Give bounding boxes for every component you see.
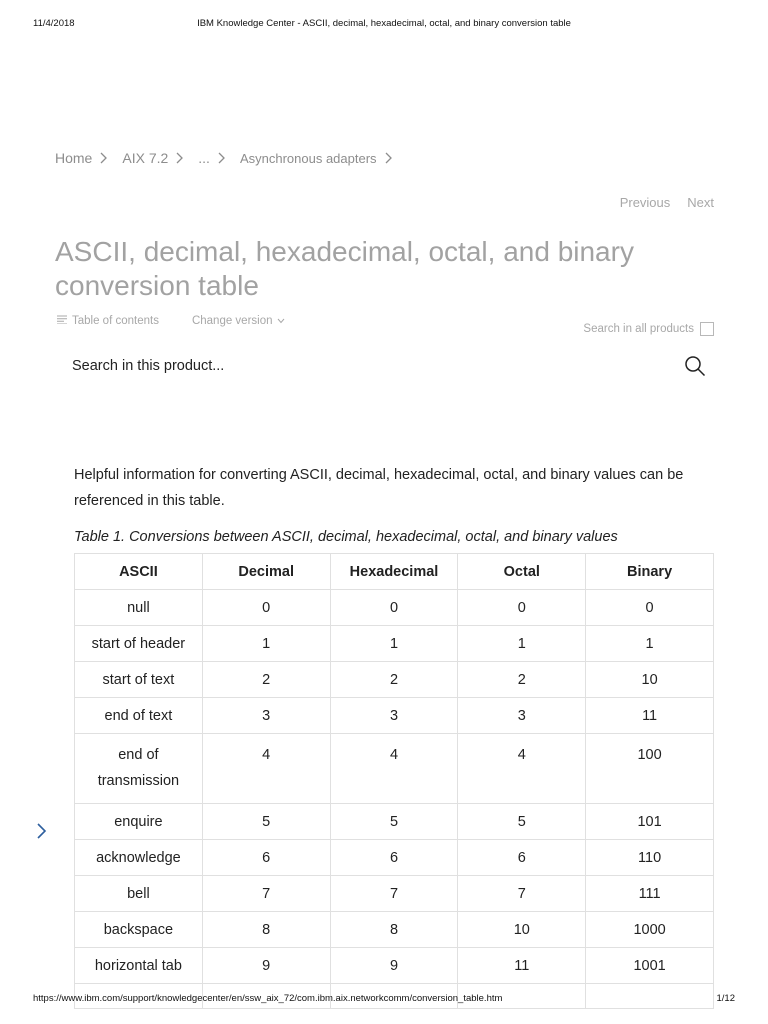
table-cell: 10: [586, 662, 714, 698]
print-footer: [33, 993, 735, 1007]
table-row: [75, 840, 714, 876]
search-bar: [55, 347, 714, 385]
table-row: [75, 912, 714, 948]
table-row: [75, 948, 714, 984]
table-cell: enquire: [75, 804, 203, 840]
table-row: [75, 804, 714, 840]
table-cell: 11: [458, 948, 586, 984]
table-cell: 2: [202, 662, 330, 698]
table-cell: 6: [330, 840, 458, 876]
table-cell: 6: [458, 840, 586, 876]
table-cell: horizontal tab: [75, 948, 203, 984]
table-cell: 9: [330, 948, 458, 984]
list-icon: [57, 315, 67, 327]
table-cell: 1: [586, 626, 714, 662]
table-cell: 7: [202, 876, 330, 912]
chevron-right-icon: [100, 152, 108, 164]
chevron-right-icon[interactable]: [36, 822, 48, 840]
table-cell: 9: [202, 948, 330, 984]
breadcrumb-home[interactable]: Home: [55, 150, 93, 166]
table-cell: 3: [330, 698, 458, 734]
print-page-count: 1/12: [716, 993, 735, 1004]
table-cell: 2: [330, 662, 458, 698]
chevron-right-icon: [385, 152, 393, 164]
column-header: Hexadecimal: [330, 554, 458, 590]
table-cell: 8: [202, 912, 330, 948]
topic-toolbar: [57, 315, 285, 327]
table-cell: 111: [586, 876, 714, 912]
page-title: ASCII, decimal, hexadecimal, octal, and binary conversion table: [55, 236, 634, 301]
chevron-right-icon: [218, 152, 226, 164]
table-cell: start of text: [75, 662, 203, 698]
search-icon[interactable]: [684, 355, 706, 377]
print-header: [33, 18, 735, 32]
column-header: Decimal: [202, 554, 330, 590]
search-input[interactable]: Search in this product...: [72, 358, 225, 374]
table-cell: 3: [458, 698, 586, 734]
print-page-title: IBM Knowledge Center - ASCII, decimal, hexadecimal, octal, and binary conversion table: [197, 18, 571, 29]
table-cell: 6: [202, 840, 330, 876]
table-of-contents-label: Table of contents: [72, 315, 159, 327]
table-cell: 1: [458, 626, 586, 662]
table-cell: 4: [202, 734, 330, 804]
table-cell: 5: [458, 804, 586, 840]
search-all-products: [583, 322, 714, 336]
table-cell: 7: [458, 876, 586, 912]
table-cell: end of text: [75, 698, 203, 734]
table-cell: 1000: [586, 912, 714, 948]
column-header: Octal: [458, 554, 586, 590]
table-header-row: [75, 554, 714, 590]
table-cell: null: [75, 590, 203, 626]
breadcrumb: [55, 150, 407, 166]
previous-link[interactable]: Previous: [619, 195, 671, 210]
table-cell: 100: [586, 734, 714, 804]
table-cell: 0: [458, 590, 586, 626]
table-cell: 7: [330, 876, 458, 912]
column-header: ASCII: [75, 554, 203, 590]
chevron-down-icon: [277, 315, 285, 327]
table-cell: backspace: [75, 912, 203, 948]
table-cell: bell: [75, 876, 203, 912]
table-of-contents-button[interactable]: [57, 315, 159, 327]
print-url: https://www.ibm.com/support/knowledgecenter/en/ssw_aix_72/com.ibm.aix.networkcomm/conversion_table.htm: [33, 993, 503, 1004]
conversion-table: [74, 553, 714, 1009]
table-cell: 11: [586, 698, 714, 734]
breadcrumb-aix[interactable]: AIX 7.2: [122, 150, 169, 166]
print-date: 11/4/2018: [33, 18, 75, 29]
table-cell: 8: [330, 912, 458, 948]
table-cell: start of header: [75, 626, 203, 662]
chevron-right-icon: [176, 152, 184, 164]
table-cell: 110: [586, 840, 714, 876]
table-row: [75, 662, 714, 698]
table-row: [75, 698, 714, 734]
table-row: [75, 626, 714, 662]
table-cell: 2: [458, 662, 586, 698]
table-cell: 5: [202, 804, 330, 840]
search-all-products-checkbox[interactable]: [700, 322, 714, 336]
table-cell: 3: [202, 698, 330, 734]
table-cell: 0: [586, 590, 714, 626]
table-cell: 0: [330, 590, 458, 626]
change-version-label: Change version: [191, 315, 273, 327]
table-row: [75, 734, 714, 804]
table-cell: 5: [330, 804, 458, 840]
pager: [620, 195, 714, 210]
table-caption: Table 1. Conversions between ASCII, decimal, hexadecimal, octal, and binary values: [74, 529, 618, 545]
table-cell: 4: [458, 734, 586, 804]
table-cell: 4: [330, 734, 458, 804]
table-cell: 0: [202, 590, 330, 626]
table-cell: acknowledge: [75, 840, 203, 876]
table-cell: 1: [330, 626, 458, 662]
table-row: [75, 590, 714, 626]
next-link[interactable]: Next: [687, 195, 714, 210]
change-version-dropdown[interactable]: [192, 315, 285, 327]
table-cell: 10: [458, 912, 586, 948]
table-cell: 1001: [586, 948, 714, 984]
table-cell: 1: [202, 626, 330, 662]
table-cell: 101: [586, 804, 714, 840]
intro-paragraph: Helpful information for converting ASCII, decimal, hexadecimal, octal, and binary values can be referenced in this table.: [74, 467, 684, 509]
column-header: Binary: [586, 554, 714, 590]
search-all-products-label: Search in all products: [583, 323, 694, 335]
table-row: [75, 876, 714, 912]
breadcrumb-ellipsis[interactable]: ...: [198, 150, 210, 166]
breadcrumb-asynchronous-adapters[interactable]: Asynchronous adapters: [239, 150, 377, 166]
table-cell: end of transmission: [75, 734, 203, 804]
